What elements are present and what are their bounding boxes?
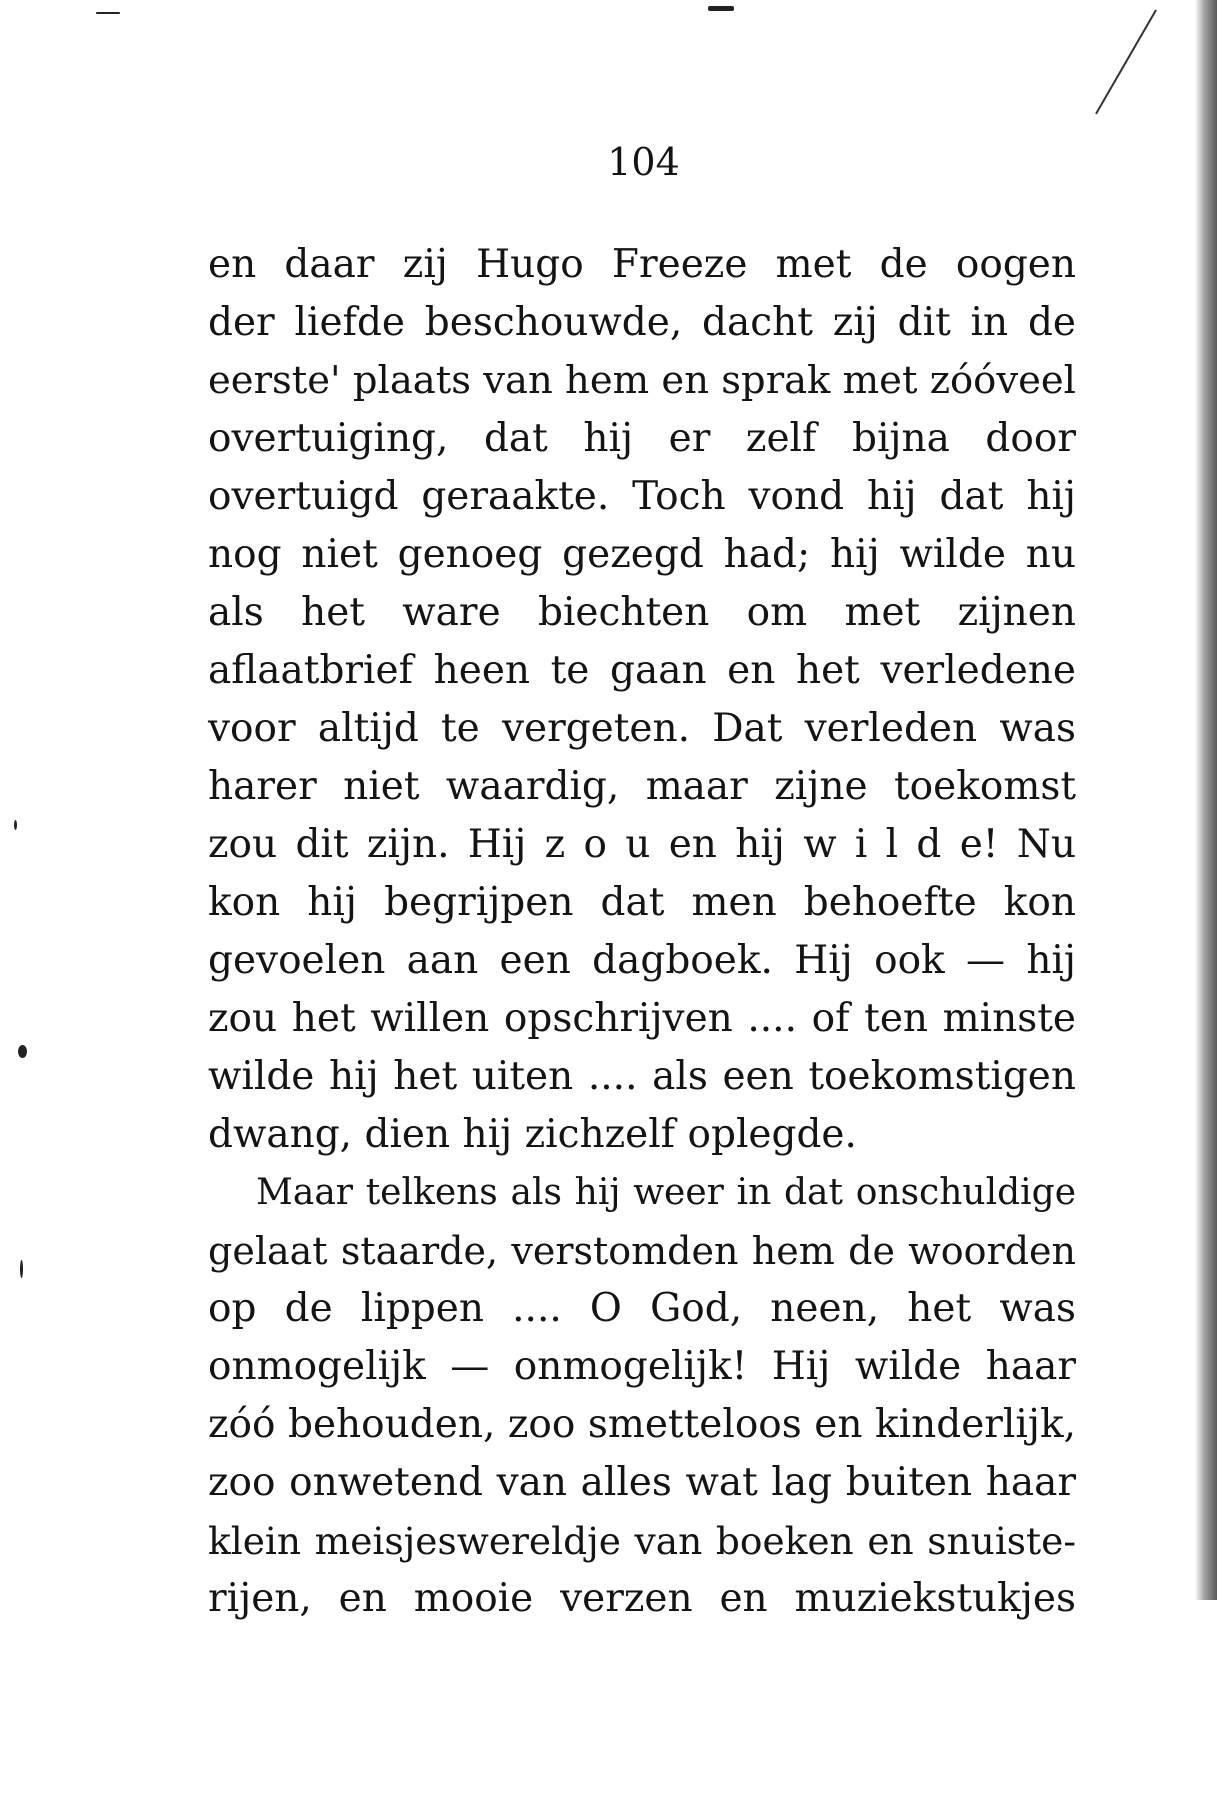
paragraph-1 <box>208 236 1076 1164</box>
scan-speck <box>708 6 734 11</box>
page-number: 104 <box>607 140 680 184</box>
text-line: Maar telkens als hij weer in dat onschuldige <box>256 1172 1076 1213</box>
text-line: harer niet waardig, maar zijne toekomst <box>208 764 1076 809</box>
text-line: als het ware biechten om met zijnen <box>208 590 1076 635</box>
text-line: overtuigd geraakte. Toch vond hij dat hij <box>208 474 1076 519</box>
scan-edge-shadow <box>1195 0 1217 1600</box>
text-line: wilde hij het uiten .... als een toekomstigen <box>208 1054 1076 1099</box>
text-line: overtuiging, dat hij er zelf bijna door <box>208 416 1076 461</box>
text-line: onmogelijk — onmogelijk! Hij wilde haar <box>208 1344 1076 1389</box>
text-line: dwang, dien hij zichzelf oplegde. <box>208 1112 857 1157</box>
scan-speck <box>96 12 120 14</box>
paragraph-2 <box>208 1164 1076 1628</box>
scan-speck <box>20 1260 23 1278</box>
text-line: eerste' plaats van hem en sprak met zóóveel <box>208 358 1076 403</box>
text-line: op de lippen .... O God, neen, het was <box>208 1286 1076 1331</box>
text-line: zóó behouden, zoo smetteloos en kinderlijk, <box>208 1402 1076 1447</box>
text-line: klein meisjeswereldje van boeken en snuiste- <box>208 1519 1076 1563</box>
scan-speck <box>18 1045 27 1058</box>
text-line: zoo onwetend van alles wat lag buiten haar <box>208 1460 1076 1505</box>
text-line: zou dit zijn. Hij z o u en hij w i l d e! Nu <box>208 822 1076 867</box>
scan-edge-line <box>1095 10 1157 115</box>
text-line: aflaatbrief heen te gaan en het verledene <box>208 648 1076 693</box>
text-line: gevoelen aan een dagboek. Hij ook — hij <box>208 938 1076 983</box>
text-line: nog niet genoeg gezegd had; hij wilde nu <box>208 532 1076 577</box>
scan-speck <box>14 820 17 830</box>
text-line: der liefde beschouwde, dacht zij dit in de <box>208 300 1076 345</box>
text-line: gelaat staarde, verstomden hem de woorden <box>208 1229 1076 1273</box>
text-line: voor altijd te vergeten. Dat verleden was <box>208 706 1076 751</box>
text-line: zou het willen opschrijven .... of ten minste <box>208 996 1076 1041</box>
text-line: rijen, en mooie verzen en muziekstukjes <box>208 1576 1076 1621</box>
body-text <box>208 236 1076 1628</box>
text-line: en daar zij Hugo Freeze met de oogen <box>208 242 1076 287</box>
text-line: kon hij begrijpen dat men behoefte kon <box>208 880 1076 925</box>
